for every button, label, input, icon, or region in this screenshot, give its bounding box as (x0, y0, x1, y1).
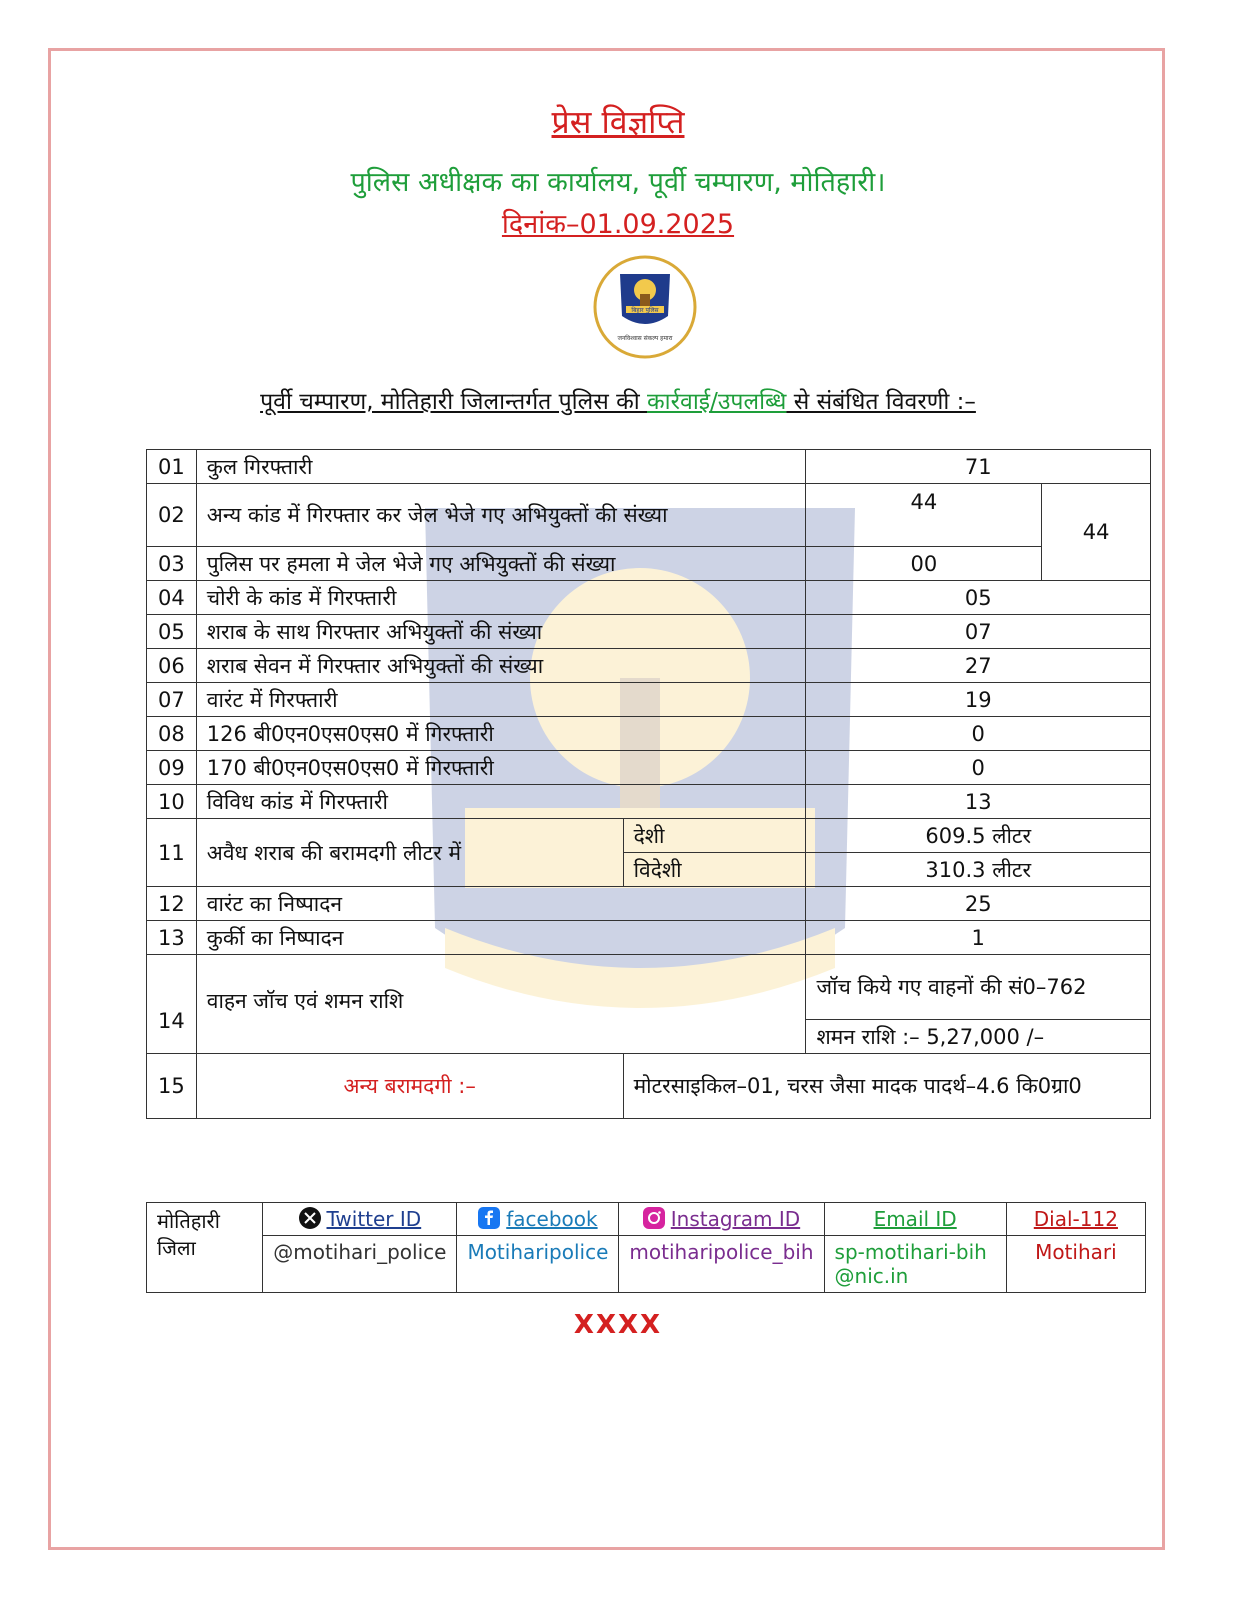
row-label: अवैध शराब की बरामदगी लीटर में (196, 819, 623, 887)
row-number: 10 (147, 785, 197, 819)
table-row (147, 751, 1151, 785)
table-row (147, 683, 1151, 717)
row-label: अन्य बरामदगी :– (196, 1054, 623, 1119)
row-number: 02 (147, 484, 197, 547)
svg-text:बिहार पुलिस: बिहार पुलिस (631, 307, 659, 314)
combined-value: 44 (1042, 484, 1151, 581)
twitter-label: Twitter ID (326, 1207, 422, 1231)
liquor-type-desi: देशी (623, 819, 806, 853)
office-name: पुलिस अधीक्षक का कार्यालय, पूर्वी चम्पारण, मोतिहारी। (350, 167, 886, 198)
table-row (147, 955, 1151, 1020)
table-row (147, 717, 1151, 751)
svg-text:जनविश्वास संकल्प हमारा: जनविश्वास संकल्प हमारा (617, 335, 673, 342)
dial-112-link[interactable]: Dial-112 (1006, 1203, 1145, 1236)
liquor-type-videshi: विदेशी (623, 853, 806, 887)
row-number: 04 (147, 581, 197, 615)
row-number: 15 (147, 1054, 197, 1119)
row-number: 11 (147, 819, 197, 887)
row-value: 609.5 लीटर (806, 819, 1151, 853)
facebook-link[interactable] (457, 1203, 619, 1236)
row-value: 0 (806, 751, 1151, 785)
heading-part3: से संबंधित विवरणी :– (786, 389, 976, 415)
row-value: 44 (806, 484, 1042, 547)
row-number: 06 (147, 649, 197, 683)
row-label: चोरी के कांड में गिरफ्तारी (196, 581, 806, 615)
row-label: 126 बी0एन0एस0एस0 में गिरफ्तारी (196, 717, 806, 751)
twitter-handle: @motihari_police (263, 1236, 457, 1293)
row-number: 13 (147, 921, 197, 955)
fine-amount: शमन राशि :– 5,27,000 /– (806, 1020, 1151, 1054)
vehicles-checked: जॉच किये गए वाहनों की सं0–762 (806, 955, 1151, 1020)
table-row (147, 547, 1151, 581)
table-row (147, 819, 1151, 853)
instagram-link[interactable] (619, 1203, 824, 1236)
table-row (147, 581, 1151, 615)
table-row (147, 615, 1151, 649)
row-value: मोटरसाइकिल–01, चरस जैसा मादक पादर्थ–4.6 कि0ग्रा0 (623, 1054, 1150, 1119)
table-row (147, 887, 1151, 921)
row-value: 05 (806, 581, 1151, 615)
row-label: पुलिस पर हमला मे जेल भेजे गए अभियुक्तों की संख्या (196, 547, 806, 581)
row-label: शराब के साथ गिरफ्तार अभियुक्तों की संख्या (196, 615, 806, 649)
summary-heading (0, 384, 1236, 416)
row-value: 00 (806, 547, 1042, 581)
row-label: शराब सेवन में गिरफ्तार अभियुक्तों की संख्या (196, 649, 806, 683)
social-value-row (147, 1236, 1146, 1293)
x-twitter-icon (299, 1207, 321, 1229)
row-value: 310.3 लीटर (806, 853, 1151, 887)
table-row (147, 1054, 1151, 1119)
row-number: 03 (147, 547, 197, 581)
row-number: 01 (147, 450, 197, 484)
facebook-icon (478, 1207, 500, 1229)
table-row (147, 484, 1151, 547)
row-label: अन्य कांड में गिरफ्तार कर जेल भेजे गए अभियुक्तों की संख्या (196, 484, 806, 547)
row-label: 170 बी0एन0एस0एस0 में गिरफ्तारी (196, 751, 806, 785)
table-row (147, 450, 1151, 484)
row-number: 05 (147, 615, 197, 649)
twitter-link[interactable] (263, 1203, 457, 1236)
instagram-icon (643, 1207, 665, 1229)
facebook-label: facebook (506, 1207, 598, 1231)
release-date: दिनांक–01.09.2025 (501, 209, 735, 240)
row-label: कुर्की का निष्पादन (196, 921, 806, 955)
instagram-handle: motiharipolice_bih (619, 1236, 824, 1293)
dial-location: Motihari (1006, 1236, 1145, 1293)
row-value: 25 (806, 887, 1151, 921)
table-row (147, 785, 1151, 819)
end-mark: XXXX (573, 1310, 663, 1340)
row-label: वारंट में गिरफ्तारी (196, 683, 806, 717)
row-value: 1 (806, 921, 1151, 955)
row-value: 71 (806, 450, 1151, 484)
row-value: 27 (806, 649, 1151, 683)
table-row (147, 921, 1151, 955)
table-row (147, 649, 1151, 683)
row-label: विविध कांड में गिरफ्तारी (196, 785, 806, 819)
row-number: 07 (147, 683, 197, 717)
email-address: sp-motihari-bih@nic.in (824, 1236, 1006, 1293)
row-label: कुल गिरफ्तारी (196, 450, 806, 484)
row-value: 07 (806, 615, 1151, 649)
row-number: 14 (147, 955, 197, 1054)
statistics-table (146, 449, 1151, 1119)
email-link[interactable]: Email ID (824, 1203, 1006, 1236)
row-label: वारंट का निष्पादन (196, 887, 806, 921)
row-number: 09 (147, 751, 197, 785)
row-number: 08 (147, 717, 197, 751)
facebook-handle: Motiharipolice (457, 1236, 619, 1293)
heading-part1: पूर्वी चम्पारण, मोतिहारी जिलान्तर्गत पुलिस की (260, 389, 648, 415)
row-value: 19 (806, 683, 1151, 717)
social-header-row (147, 1203, 1146, 1236)
district-label: मोतिहारी जिला (147, 1203, 263, 1293)
row-value: 0 (806, 717, 1151, 751)
row-number: 12 (147, 887, 197, 921)
social-contacts-table (146, 1202, 1146, 1293)
bihar-police-logo (590, 254, 700, 360)
heading-highlight: कार्रवाई/उपलब्धि (647, 389, 787, 415)
instagram-label: Instagram ID (670, 1207, 801, 1231)
press-release-title: प्रेस विज्ञप्ति (551, 103, 685, 141)
row-label: वाहन जॉच एवं शमन राशि (196, 955, 806, 1054)
row-value: 13 (806, 785, 1151, 819)
